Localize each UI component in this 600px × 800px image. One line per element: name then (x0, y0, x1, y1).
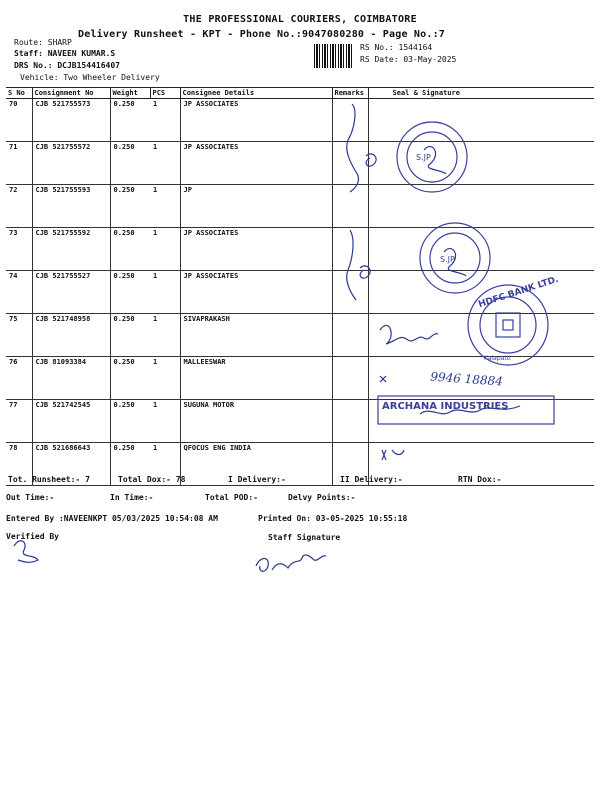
cell-consignment: CJB 521755572 (32, 142, 110, 185)
cell-pcs: 1 (150, 142, 180, 185)
cell-seal (368, 314, 594, 357)
col-pcs: PCS (150, 88, 180, 99)
cell-remarks (332, 228, 368, 271)
in-time: In Time:- (110, 493, 154, 502)
cell-pcs: 1 (150, 271, 180, 314)
table-row (6, 185, 594, 228)
cell-pcs: 1 (150, 314, 180, 357)
cell-sno: 72 (6, 185, 32, 228)
cell-weight: 0.250 (110, 142, 150, 185)
cell-weight: 0.250 (110, 228, 150, 271)
cell-consignment: CJB 521755573 (32, 99, 110, 142)
cell-consignment: CJB 521755527 (32, 271, 110, 314)
out-time: Out Time:- (6, 493, 55, 502)
cell-consignment: CJB 521748958 (32, 314, 110, 357)
col-sno: S No (6, 88, 32, 99)
document-title: THE PROFESSIONAL COURIERS, COIMBATORE (183, 14, 417, 25)
rtn-dox: RTN Dox:- (458, 475, 502, 484)
entered-by: Entered By :NAVEENKPT 05/03/2025 10:54:08 AM (6, 514, 218, 523)
cell-seal (368, 400, 594, 443)
svg-text:Kalapatti: Kalapatti (484, 355, 511, 362)
vehicle-label: Vehicle: Two Wheeler Delivery (20, 73, 160, 82)
total-dox: Total Dox:- 78 (118, 475, 186, 484)
cell-seal (368, 228, 594, 271)
i-delivery: I Delivery:- (228, 475, 286, 484)
cell-seal (368, 142, 594, 185)
cell-consignment: CJB 521755593 (32, 185, 110, 228)
runsheet-table (6, 87, 594, 486)
cell-consignee: JP ASSOCIATES (180, 228, 332, 271)
cell-consignment: CJB 521742545 (32, 400, 110, 443)
cell-consignment: CJB 81093384 (32, 357, 110, 400)
cell-remarks (332, 185, 368, 228)
cell-remarks (332, 314, 368, 357)
col-consignment: Consignment No (32, 88, 110, 99)
cell-weight: 0.250 (110, 185, 150, 228)
cell-sno: 71 (6, 142, 32, 185)
route-label: Route: SHARP (14, 38, 72, 47)
cell-pcs: 1 (150, 357, 180, 400)
table-row (6, 357, 594, 400)
cell-sno: 73 (6, 228, 32, 271)
cell-weight: 0.250 (110, 400, 150, 443)
ii-delivery: II Delivery:- (340, 475, 403, 484)
rs-number: RS No.: 1544164 (360, 43, 433, 52)
cell-consignee: JP ASSOCIATES (180, 142, 332, 185)
cell-pcs: 1 (150, 228, 180, 271)
cell-consignee: QFOCUS ENG INDIA (180, 443, 332, 486)
cell-consignment: CJB 521686643 (32, 443, 110, 486)
cell-pcs: 1 (150, 185, 180, 228)
cell-sno: 70 (6, 99, 32, 142)
drs-label: DRS No.: DCJB154416407 (14, 61, 120, 70)
svg-text:S.JP: S.JP (440, 255, 455, 264)
verified-signature (14, 541, 38, 563)
staff-label: Staff: NAVEEN KUMAR.S (14, 49, 116, 58)
cell-consignee: SUGUNA MOTOR (180, 400, 332, 443)
cell-consignee: SIVAPRAKASH (180, 314, 332, 357)
cell-consignee: JP (180, 185, 332, 228)
table-row (6, 314, 594, 357)
cell-seal (368, 185, 594, 228)
staff-signature-label: Staff Signature (268, 533, 341, 542)
barcode-image (314, 44, 354, 68)
table-row (6, 142, 594, 185)
table-row (6, 99, 594, 142)
cell-weight: 0.250 (110, 99, 150, 142)
cell-remarks (332, 99, 368, 142)
cell-sno: 77 (6, 400, 32, 443)
cell-sno: 78 (6, 443, 32, 486)
cell-remarks (332, 271, 368, 314)
cell-consignee: JP ASSOCIATES (180, 99, 332, 142)
cell-seal (368, 99, 594, 142)
cell-sno: 74 (6, 271, 32, 314)
document-subtitle: Delivery Runsheet - KPT - Phone No.:9047080280 - Page No.:7 (78, 29, 446, 40)
staff-signature (256, 555, 326, 571)
col-remarks: Remarks (332, 88, 368, 99)
cell-consignee: MALLEESWAR (180, 357, 332, 400)
cell-remarks (332, 142, 368, 185)
cell-weight: 0.250 (110, 357, 150, 400)
table-row (6, 400, 594, 443)
cell-pcs: 1 (150, 443, 180, 486)
cell-remarks (332, 400, 368, 443)
cell-weight: 0.250 (110, 271, 150, 314)
delvy-points: Delvy Points:- (288, 493, 356, 502)
cell-pcs: 1 (150, 400, 180, 443)
cell-sno: 76 (6, 357, 32, 400)
cell-seal (368, 357, 594, 400)
cell-weight: 0.250 (110, 314, 150, 357)
table-row (6, 443, 594, 486)
svg-text:ARCHANA INDUSTRIES: ARCHANA INDUSTRIES (382, 401, 509, 412)
col-consignee: Consignee Details (180, 88, 332, 99)
cell-consignee: JP ASSOCIATES (180, 271, 332, 314)
svg-text:S.JP: S.JP (416, 153, 431, 162)
cell-pcs: 1 (150, 99, 180, 142)
printed-on: Printed On: 03-05-2025 10:55:18 (258, 514, 408, 523)
cell-weight: 0.250 (110, 443, 150, 486)
table-row (6, 271, 594, 314)
table-row (6, 228, 594, 271)
table-header-row (6, 88, 594, 99)
total-pod: Total POD:- (205, 493, 258, 502)
tot-runsheet: Tot. Runsheet:- 7 (8, 475, 90, 484)
col-weight: Weight (110, 88, 150, 99)
cell-remarks (332, 357, 368, 400)
verified-by: Verified By (6, 532, 59, 541)
cell-sno: 75 (6, 314, 32, 357)
cell-consignment: CJB 521755592 (32, 228, 110, 271)
col-seal: Seal & Signature (368, 88, 594, 99)
rs-date: RS Date: 03-May-2025 (360, 55, 457, 64)
svg-text:HDFC BANK LTD.: HDFC BANK LTD. (477, 274, 560, 311)
cell-seal (368, 271, 594, 314)
handwritten-phone: 9946 18884 (429, 369, 504, 389)
